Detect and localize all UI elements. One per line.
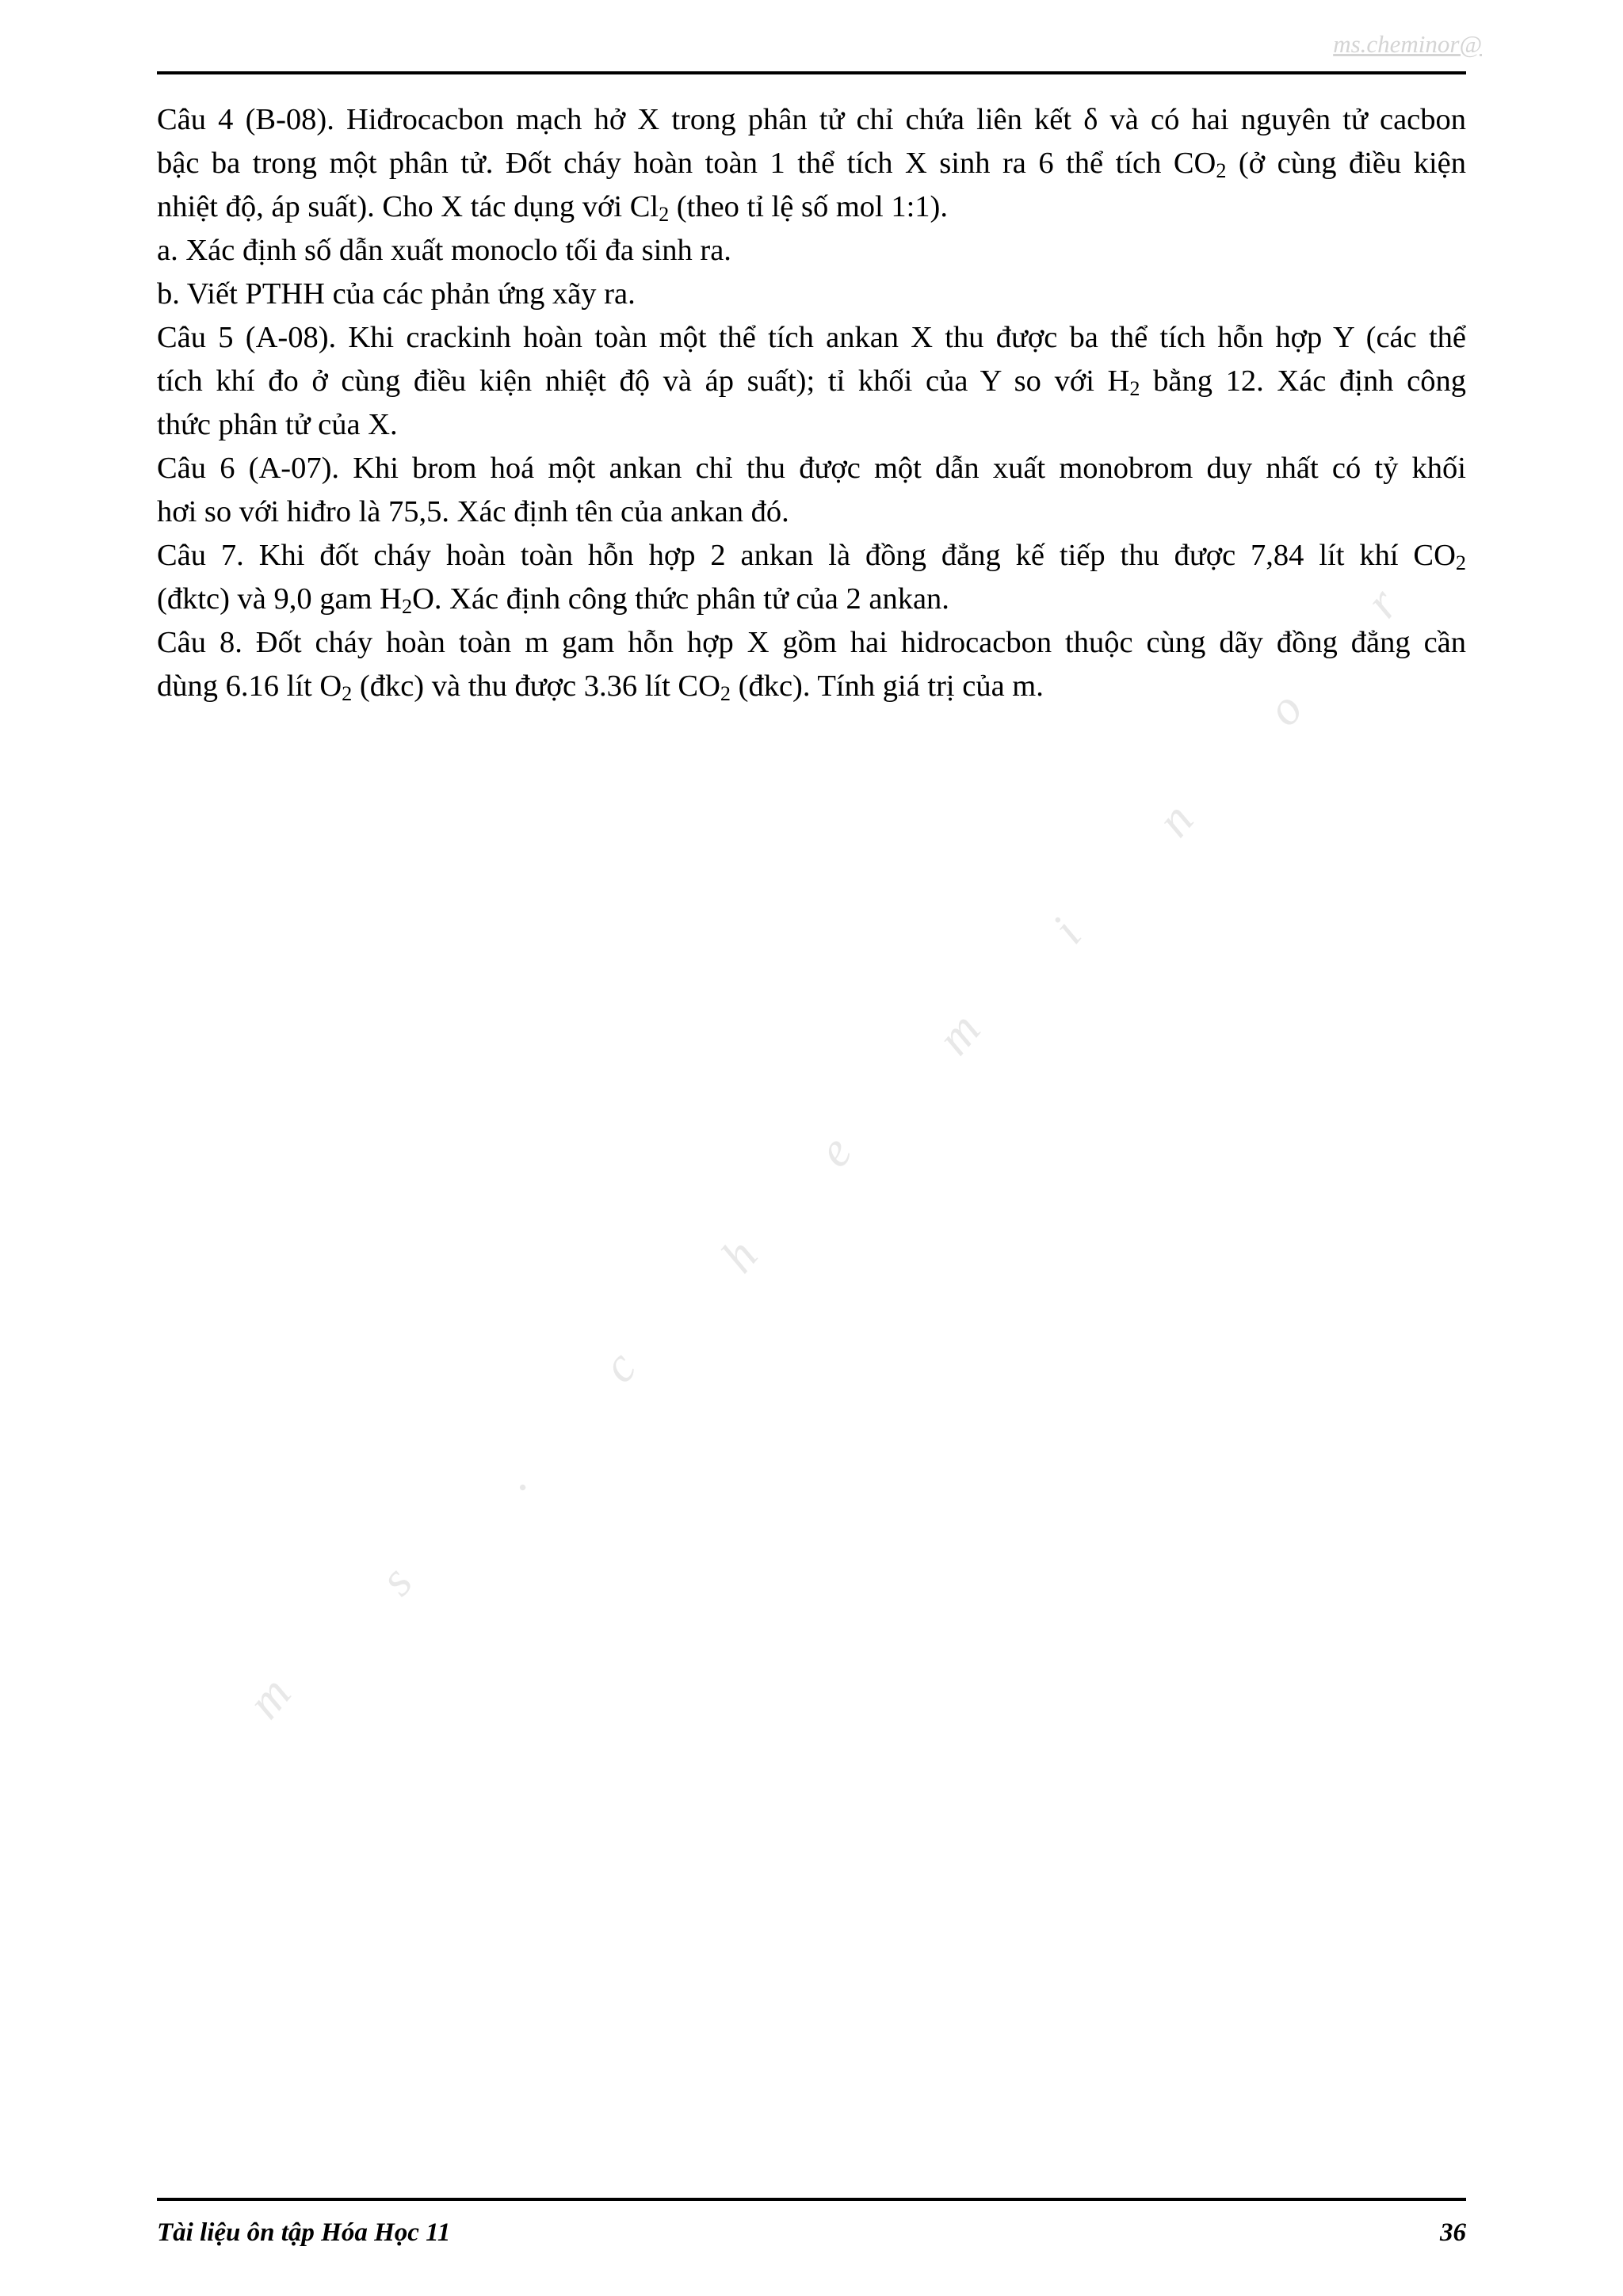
question-7-line-1: Câu 7. Khi đốt cháy hoàn toàn hỗn hợp 2 ankan là đồng đẳng kế tiếp thu được 7,84 lít khí $CO_2$ <box>157 539 1466 574</box>
watermark-letter: e <box>807 1125 863 1177</box>
question-7-line-2: (đktc) và 9,0 gam $H_2O$. Xác định công thức phân tử của 2 ankan. <box>157 582 949 618</box>
watermark-letter: o <box>1256 682 1314 736</box>
question-6-line-2: hơi so với hiđro là 75,5. Xác định tên của ankan đó. <box>157 495 789 528</box>
question-4-line-3: nhiệt độ, áp suất). Cho X tác dụng với $Cl_2$ (theo tỉ lệ số mol 1:1). <box>157 190 948 226</box>
watermark-letter: i <box>1041 908 1092 954</box>
header-watermark-text: ms.cheminor@ <box>1333 30 1482 58</box>
question-5-line-2: tích khí đo ở cùng điều kiện nhiệt độ và áp suất); tỉ khối của Y so với $H_2$ bằng 12. Xác định công <box>157 364 1466 400</box>
question-4-line-1: Câu 4 (B-08). Hiđrocacbon mạch hở X trong phân tử chỉ chứa liên kết δ và có hai nguyên tử cacbon <box>157 103 1466 136</box>
header-rule <box>157 71 1466 74</box>
question-8-line-2: dùng 6.16 lít $O_2$ (đkc) và thu được 3.36 lít $CO_2$ (đkc). Tính giá trị của m. <box>157 669 1044 705</box>
page-number: 36 <box>1440 2218 1466 2247</box>
watermark-letter: m <box>926 1003 991 1066</box>
footer-title: Tài liệu ôn tập Hóa Học 11 <box>157 2218 451 2247</box>
watermark-letter: s <box>369 1556 423 1606</box>
watermark-letter: c <box>591 1341 647 1393</box>
question-4-line-2: bậc ba trong một phân tử. Đốt cháy hoàn toàn 1 thể tích X sinh ra 6 thể tích $CO_2$ (ở cùng điều kiện <box>157 147 1466 182</box>
watermark-letter: . <box>488 1455 538 1500</box>
footer-rule <box>157 2198 1466 2201</box>
question-8-line-1: Câu 8. Đốt cháy hoàn toàn m gam hỗn hợp X gồm hai hidrocacbon thuộc cùng dãy đồng đẳng cần <box>157 626 1466 659</box>
watermark-letter: m <box>237 1667 302 1730</box>
question-5-line-3: thức phân tử của X. <box>157 408 398 441</box>
watermark-letter: h <box>711 1229 769 1283</box>
question-4-part-b: b. Viết PTHH của các phản ứng xãy ra. <box>157 277 636 311</box>
question-5-line-1: Câu 5 (A-08). Khi crackinh hoàn toàn một thể tích ankan X thu được ba thể tích hỗn hợp Y (các thể <box>157 321 1466 354</box>
document-body <box>157 98 1466 708</box>
question-6-line-1: Câu 6 (A-07). Khi brom hoá một ankan chỉ thu được một dẫn xuất monobrom duy nhất có tỷ khối <box>157 452 1466 485</box>
question-4-part-a: a. Xác định số dẫn xuất monoclo tối đa sinh ra. <box>157 234 731 267</box>
watermark-letter: n <box>1147 793 1205 847</box>
watermark-letter: r <box>1354 578 1409 628</box>
